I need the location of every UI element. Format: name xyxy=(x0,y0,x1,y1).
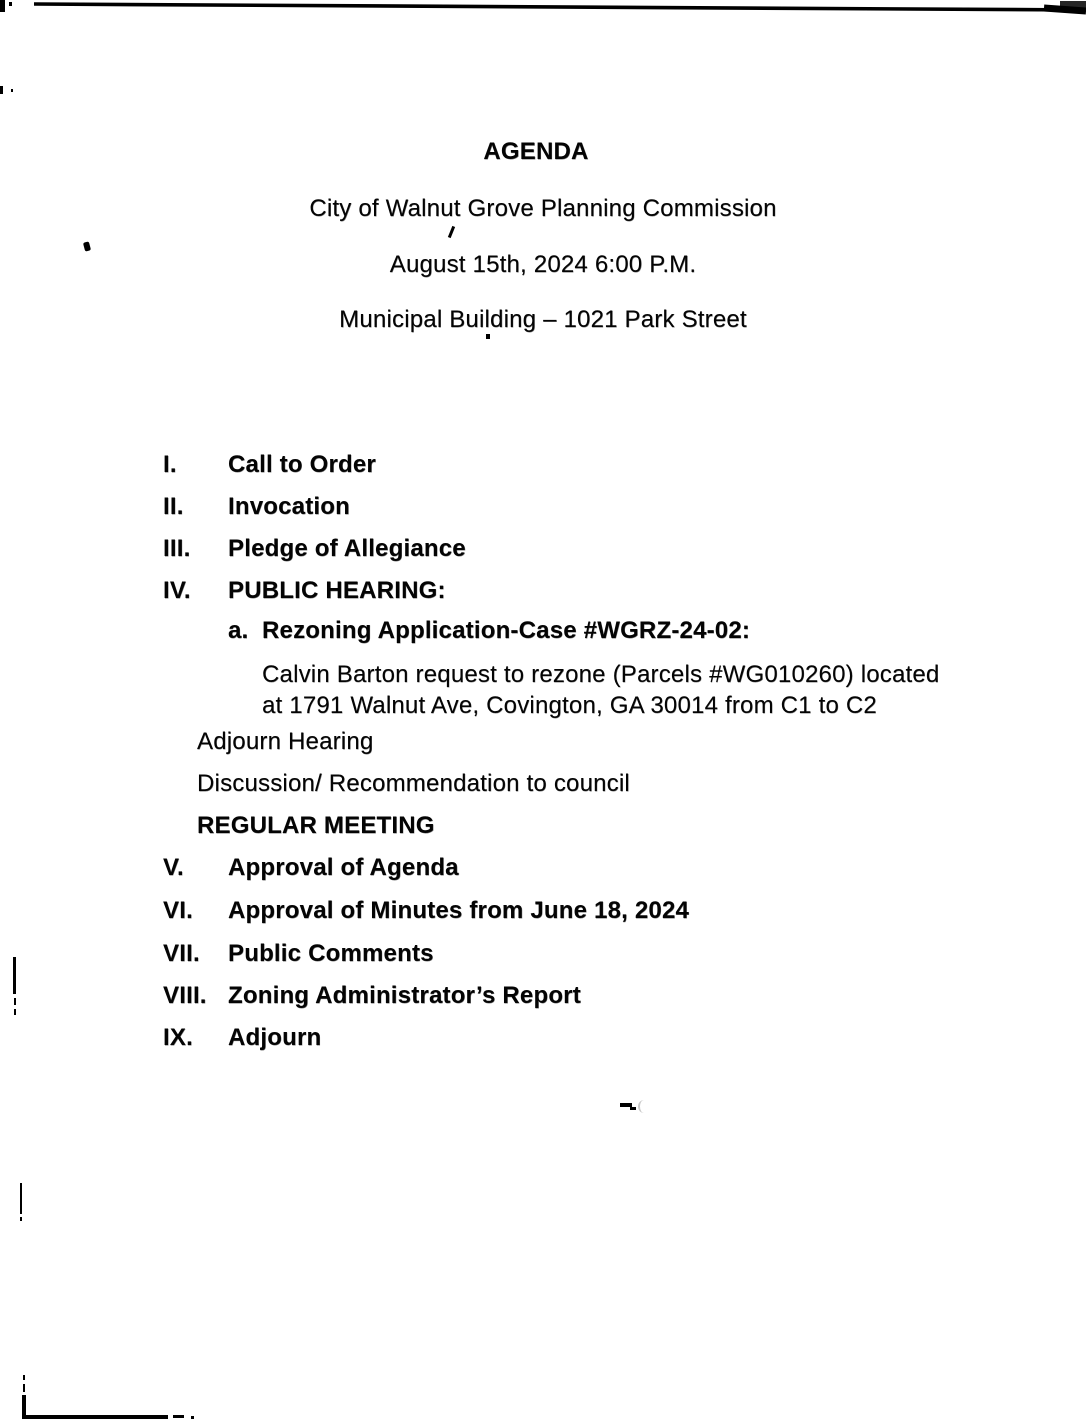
sub-item-title: Rezoning Application-Case #WGRZ-24-02: xyxy=(262,617,751,644)
scan-artifact-dot xyxy=(20,1217,22,1221)
scan-artifact-left-line-dash xyxy=(14,998,16,1005)
scan-artifact-apostrophe-mark xyxy=(448,226,455,238)
agenda-item-approval-of-minutes xyxy=(163,898,689,924)
discussion-recommendation-line: Discussion/ Recommendation to council xyxy=(197,770,630,797)
agenda-item-invocation xyxy=(163,494,350,520)
agenda-item-public-comments xyxy=(163,941,434,967)
scan-artifact-dash xyxy=(173,1415,184,1418)
meeting-organization: City of Walnut Grove Planning Commission xyxy=(309,195,777,222)
adjourn-hearing-line: Adjourn Hearing xyxy=(197,728,374,755)
scan-artifact-dash xyxy=(23,1384,25,1392)
public-hearing-sub-item xyxy=(228,618,750,644)
item-numeral: VIII. xyxy=(163,982,207,1009)
item-numeral: III. xyxy=(163,535,191,562)
scan-artifact-dot xyxy=(191,1416,194,1419)
scan-artifact-top-edge-line xyxy=(0,0,1086,20)
item-numeral: IV. xyxy=(163,577,191,604)
scan-artifact-dot xyxy=(486,334,490,339)
agenda-item-approval-of-agenda xyxy=(163,855,459,881)
item-numeral: VI. xyxy=(163,897,193,924)
scan-artifact-dot xyxy=(23,1375,25,1380)
scan-artifact-left-line xyxy=(20,1183,22,1214)
meeting-datetime: August 15th, 2024 6:00 P.M. xyxy=(389,251,697,278)
rezoning-description-line-2: at 1791 Walnut Ave, Covington, GA 30014 from C1 to C2 xyxy=(262,692,877,719)
item-label: Approval of Agenda xyxy=(228,854,459,881)
scan-artifact-speck xyxy=(0,86,3,94)
item-label: Adjourn xyxy=(228,1024,322,1051)
scan-artifact-dash xyxy=(630,1107,636,1110)
item-numeral: V. xyxy=(163,854,184,881)
item-label: Pledge of Allegiance xyxy=(228,535,466,562)
rezoning-description xyxy=(262,659,939,721)
rezoning-description-line-1: Calvin Barton request to rezone (Parcels #WG010260) located xyxy=(262,661,940,688)
agenda-item-call-to-order xyxy=(163,452,376,478)
document-title: AGENDA xyxy=(483,138,589,165)
scan-artifact-left-line-dash xyxy=(14,1009,16,1015)
item-label: Approval of Minutes from June 18, 2024 xyxy=(228,897,690,924)
scan-artifact-top-left-corner xyxy=(0,0,5,12)
regular-meeting-heading: REGULAR MEETING xyxy=(197,812,435,839)
agenda-item-adjourn xyxy=(163,1025,321,1051)
item-label: Call to Order xyxy=(228,451,376,478)
scan-artifact-left-line xyxy=(13,957,16,994)
scan-artifact-speck xyxy=(83,241,91,251)
item-label: Invocation xyxy=(228,493,351,520)
meeting-location: Municipal Building – 1021 Park Street xyxy=(339,306,747,333)
item-label: Public Comments xyxy=(228,940,434,967)
scan-artifact-bottom-edge-line xyxy=(22,1415,168,1419)
agenda-item-zoning-administrators-report xyxy=(163,983,581,1009)
sub-item-letter: a. xyxy=(228,617,249,644)
item-numeral: I. xyxy=(163,451,177,478)
item-numeral: VII. xyxy=(163,940,200,967)
scan-artifact-speck xyxy=(9,2,12,6)
agenda-item-public-hearing xyxy=(163,578,446,604)
item-label: Zoning Administrator’s Report xyxy=(228,982,581,1009)
item-numeral: II. xyxy=(163,493,184,520)
scan-artifact-speck xyxy=(11,89,13,92)
scan-artifact-faint-curve xyxy=(638,1100,650,1113)
item-label: PUBLIC HEARING: xyxy=(228,577,446,604)
item-numeral: IX. xyxy=(163,1024,193,1051)
agenda-item-pledge xyxy=(163,536,466,562)
